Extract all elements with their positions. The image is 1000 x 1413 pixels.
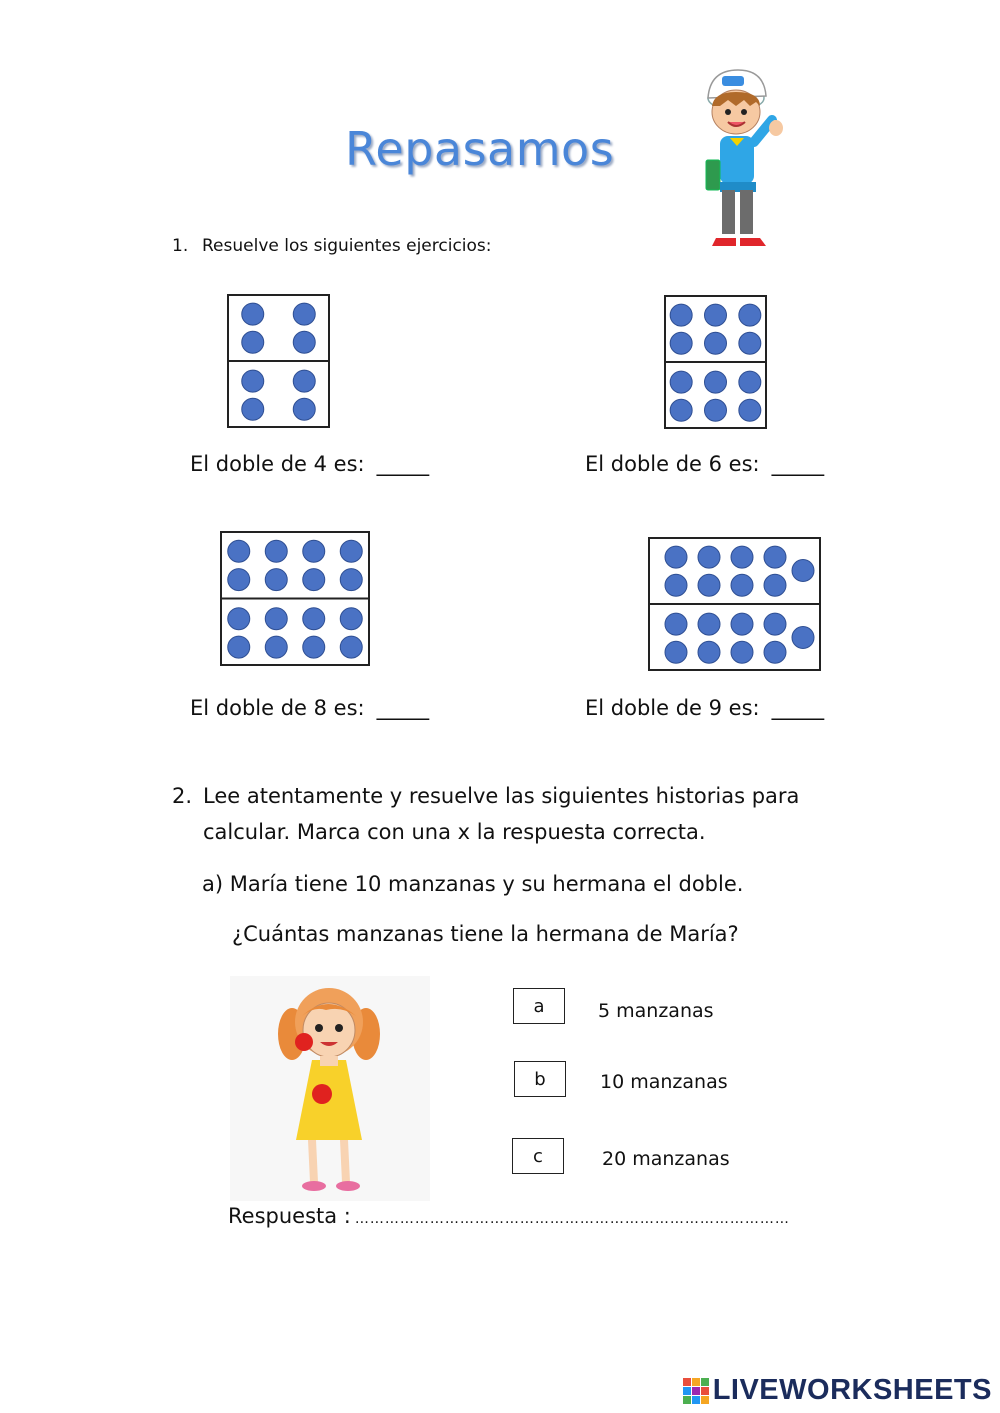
option-c-text: 20 manzanas	[602, 1148, 730, 1170]
dot	[739, 399, 761, 421]
dot	[731, 574, 753, 596]
dot	[228, 540, 250, 562]
dot	[670, 304, 692, 326]
liveworksheets-logo	[683, 1374, 992, 1407]
option-b-text: 10 manzanas	[600, 1071, 728, 1093]
answer-input-line[interactable]: ……………………………………………………………………………	[354, 1211, 790, 1227]
dot	[698, 574, 720, 596]
dot	[265, 636, 287, 658]
dot	[698, 546, 720, 568]
dot	[303, 540, 325, 562]
double-4-answer-blank[interactable]: _____	[376, 452, 430, 476]
page-title: Repasamos	[345, 122, 615, 176]
exercise-1-text: Resuelve los siguientes ejercicios:	[202, 236, 492, 256]
problem-a-text: María tiene 10 manzanas y su hermana el doble.	[229, 872, 744, 896]
dot	[293, 370, 315, 392]
dot	[265, 569, 287, 591]
dot	[731, 613, 753, 635]
problem-a-statement	[202, 872, 743, 896]
double-8-label: El doble de 8 es:	[190, 696, 365, 720]
liveworksheets-mark-icon	[683, 1378, 709, 1404]
double-8-question	[190, 696, 429, 720]
dot	[265, 608, 287, 630]
dot	[665, 574, 687, 596]
dot	[340, 608, 362, 630]
dot	[293, 398, 315, 420]
dot	[705, 371, 727, 393]
option-b-checkbox[interactable]: b	[514, 1061, 566, 1097]
dot	[705, 332, 727, 354]
exercise-2-line-1: Lee atentamente y resuelve las siguientes historias para	[203, 784, 800, 808]
exercise-2-instruction	[172, 778, 799, 850]
dot	[303, 636, 325, 658]
double-8-answer-blank[interactable]: _____	[376, 696, 430, 720]
dot	[242, 370, 264, 392]
girl-illustration	[230, 976, 430, 1201]
dot	[739, 304, 761, 326]
dot	[670, 399, 692, 421]
dot	[665, 641, 687, 663]
dot	[764, 546, 786, 568]
dot	[731, 641, 753, 663]
double-9-question	[585, 696, 824, 720]
dot	[242, 303, 264, 325]
dot	[705, 304, 727, 326]
dot	[293, 331, 315, 353]
option-a-checkbox[interactable]: a	[513, 988, 565, 1024]
dot	[698, 613, 720, 635]
dot	[242, 331, 264, 353]
dot	[228, 608, 250, 630]
exercise-2-number: 2.	[172, 784, 193, 808]
double-6-answer-blank[interactable]: _____	[771, 452, 825, 476]
dot	[764, 641, 786, 663]
dot	[665, 613, 687, 635]
dot	[340, 540, 362, 562]
problem-a-question: ¿Cuántas manzanas tiene la hermana de María?	[232, 922, 739, 946]
double-6-question	[585, 452, 824, 476]
dot	[665, 546, 687, 568]
exercise-1-number: 1.	[172, 236, 189, 256]
dot	[731, 546, 753, 568]
dot	[670, 332, 692, 354]
dot-box-9	[648, 537, 821, 671]
dot	[739, 332, 761, 354]
option-a-text: 5 manzanas	[598, 1000, 714, 1022]
dot	[698, 641, 720, 663]
dot	[293, 303, 315, 325]
dot	[265, 540, 287, 562]
dot	[764, 613, 786, 635]
dot	[739, 371, 761, 393]
dot	[340, 636, 362, 658]
dot	[792, 560, 814, 582]
double-4-label: El doble de 4 es:	[190, 452, 365, 476]
dot	[228, 636, 250, 658]
dot-box-6	[664, 295, 767, 429]
dot	[303, 608, 325, 630]
answer-label: Respuesta :	[228, 1204, 351, 1228]
dot-box-4	[227, 294, 330, 428]
option-c-checkbox[interactable]: c	[512, 1138, 564, 1174]
dot	[228, 569, 250, 591]
double-4-question	[190, 452, 429, 476]
exercise-1-instruction	[172, 236, 492, 256]
exercise-2-line-2: calcular. Marca con una x la respuesta correcta.	[203, 820, 706, 844]
boy-illustration	[690, 62, 800, 254]
answer-row	[228, 1204, 790, 1228]
dot	[764, 574, 786, 596]
dot	[242, 398, 264, 420]
double-6-label: El doble de 6 es:	[585, 452, 760, 476]
double-9-answer-blank[interactable]: _____	[771, 696, 825, 720]
double-9-label: El doble de 9 es:	[585, 696, 760, 720]
logo-text: LIVEWORKSHEETS	[712, 1374, 992, 1406]
dot	[340, 569, 362, 591]
dot	[670, 371, 692, 393]
dot	[303, 569, 325, 591]
dot	[705, 399, 727, 421]
dot	[792, 627, 814, 649]
problem-a-label: a)	[202, 872, 224, 896]
dot-box-8	[220, 531, 370, 666]
